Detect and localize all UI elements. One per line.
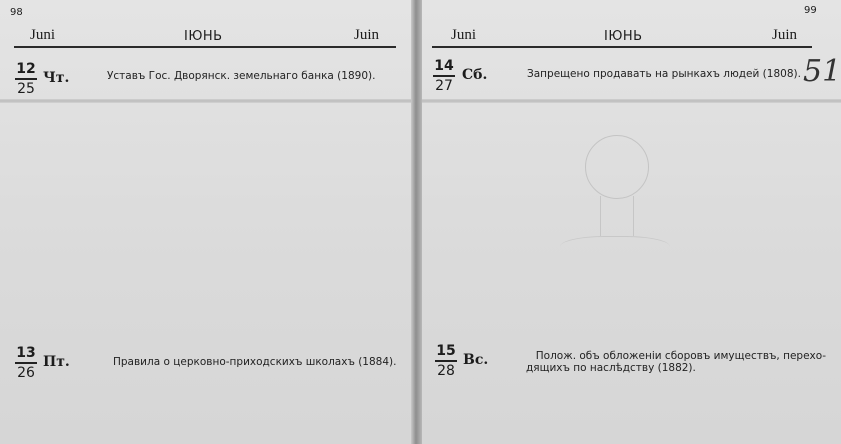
day-new-style: 28 <box>437 362 455 379</box>
date-13-26 <box>15 346 37 381</box>
book-gutter <box>411 0 422 444</box>
event-text: Запрещено продавать на рынкахъ людей (1808). <box>527 68 801 80</box>
event-text-line-2: дящихъ по наслѣдству (1882). <box>526 362 696 374</box>
faint-stamp-stem <box>600 196 634 236</box>
date-divider <box>15 78 37 80</box>
date-divider <box>433 75 455 77</box>
right-header-rule <box>432 46 812 48</box>
left-header-rule <box>14 46 396 48</box>
faint-stamp-impression <box>585 135 649 199</box>
day-old-style: 14 <box>434 58 454 74</box>
day-new-style: 26 <box>17 364 35 381</box>
right-header-german: Juni <box>451 27 477 43</box>
date-12-25 <box>15 62 37 97</box>
day-old-style: 12 <box>16 61 36 77</box>
weekday-label: Чт. <box>43 70 70 86</box>
right-header-french: Juin <box>772 27 798 43</box>
day-new-style: 27 <box>435 77 453 94</box>
left-header-month: ІЮНЬ <box>184 29 223 44</box>
right-page-number: 99 <box>804 5 817 16</box>
event-text: Правила о церковно-приходскихъ школахъ (1884). <box>113 356 397 368</box>
handwritten-number: 51 <box>803 54 841 89</box>
event-text-line-1: Полож. объ обложенiи сборовъ имуществъ, перехо- <box>535 350 826 362</box>
day-new-style: 25 <box>17 80 35 97</box>
weekday-label: Сб. <box>462 67 488 83</box>
day-old-style: 15 <box>436 343 456 359</box>
left-page <box>0 0 413 444</box>
date-15-28 <box>435 344 457 379</box>
date-14-27 <box>433 59 455 94</box>
event-text: Уставъ Гос. Дворянск. земельнаго банка (1890). <box>107 70 376 82</box>
left-header-german: Juni <box>30 27 56 43</box>
left-page-number: 98 <box>10 7 23 18</box>
event-text <box>526 350 826 374</box>
left-header-french: Juin <box>354 27 380 43</box>
date-divider <box>15 362 37 364</box>
weekday-label: Пт. <box>43 354 70 370</box>
day-old-style: 13 <box>16 345 36 361</box>
faint-stamp-base <box>560 236 670 263</box>
date-divider <box>435 360 457 362</box>
weekday-label: Вс. <box>463 352 489 368</box>
right-header-month: ІЮНЬ <box>604 29 643 44</box>
